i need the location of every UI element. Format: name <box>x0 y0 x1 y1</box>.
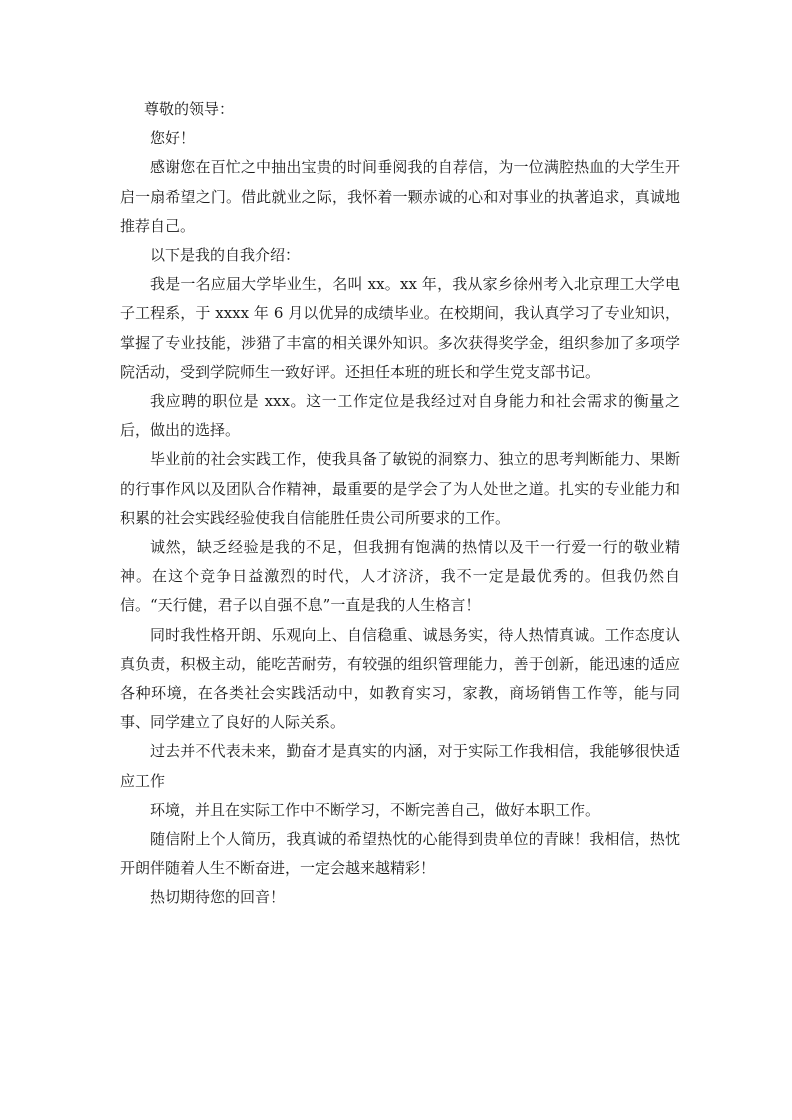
paragraph-closing: 热切期待您的回音！ <box>150 888 286 907</box>
paragraph-intro-heading: 以下是我的自我介绍： <box>150 246 301 265</box>
paragraph-spirit: 诚然，缺乏经验是我的不足，但我拥有饱满的热情以及干一行爱一行的敬业精神。在这个竞争日益激烈的时代，人才济济，我不一定是最优秀的。但我仍然自信。“天行健，君子以自强不息”一直是我的人生格言！ <box>120 538 680 615</box>
paragraph-resume: 随信附上个人简历，我真诚的希望热忱的心能得到贵单位的青睐！我相信，热忱开朗伴随着人生不断奋进，一定会越来越精彩！ <box>120 830 680 878</box>
paragraph-environment: 环境，并且在实际工作中不断学习，不断完善自己，做好本职工作。 <box>150 800 601 819</box>
paragraph-position: 我应聘的职位是 xxx。这一工作定位是我经过对自身能力和社会需求的衡量之后，做出的选择。 <box>120 392 680 440</box>
cover-letter-body <box>120 95 680 913</box>
paragraph-practice: 毕业前的社会实践工作，使我具备了敏锐的洞察力、独立的思考判断能力、果断的行事作风以及团队合作精神，最重要的是学会了为人处世之道。扎实的专业能力和积累的社会实践经验使我自信能胜任贵公司所要求的工作。 <box>120 450 680 527</box>
paragraph-personality: 同时我性格开朗、乐观向上、自信稳重、诚恳务实，待人热情真诚。工作态度认真负责，积极主动，能吃苦耐劳，有较强的组织管理能力，善于创新，能迅速的适应各种环境，在各类社会实践活动中，如教育实习，家教，商场销售工作等，能与同事、同学建立了良好的人际关系。 <box>120 625 680 732</box>
paragraph-thanks: 感谢您在百忙之中抽出宝贵的时间垂阅我的自荐信，为一位满腔热血的大学生开启一扇希望之门。借此就业之际，我怀着一颗赤诚的心和对事业的执著追求，真诚地推荐自己。 <box>120 158 680 235</box>
paragraph-future: 过去并不代表未来，勤奋才是真实的内涵，对于实际工作我相信，我能够很快适应工作 <box>120 742 680 790</box>
greeting: 您好！ <box>150 129 196 148</box>
salutation: 尊敬的领导： <box>144 100 235 118</box>
paragraph-background: 我是一名应届大学毕业生，名叫 xx。xx 年，我从家乡徐州考入北京理工大学电子工程系，于 xxxx 年 6 月以优异的成绩毕业。在校期间，我认真学习了专业知识，掌握了专业技能，涉猎了丰富的相关课外知识。多次获得奖学金，组织参加了多项学院活动，受到学院师生一致好评。还担任本班的班长和学生党支部书记。 <box>120 275 680 381</box>
